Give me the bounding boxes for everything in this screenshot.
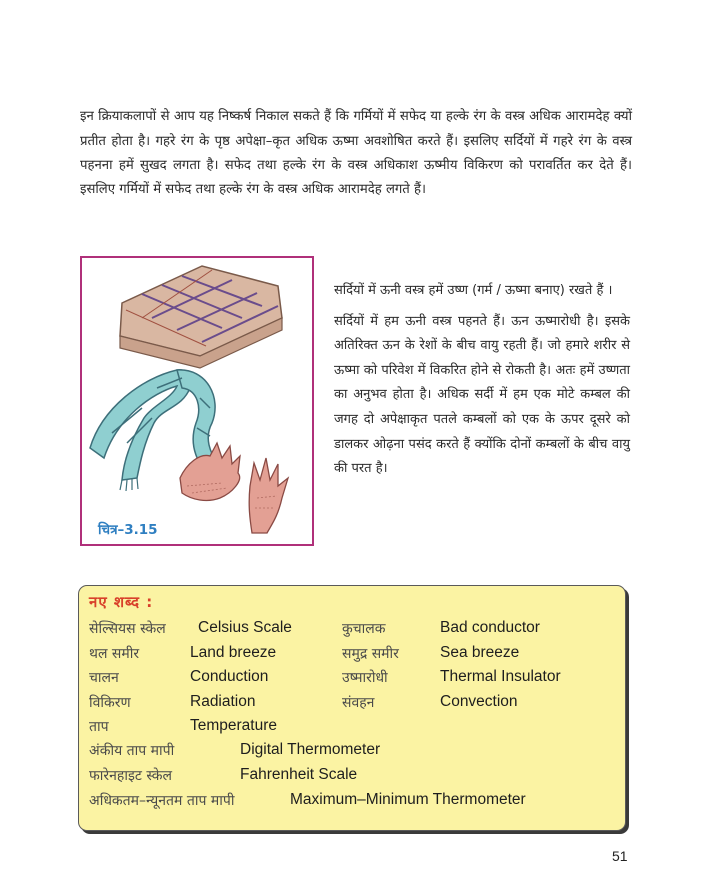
term-hindi: ताप bbox=[89, 719, 109, 735]
term-hindi: कुचालक bbox=[342, 621, 386, 637]
new-words-title: नए शब्द : bbox=[89, 593, 154, 611]
term-english: Fahrenheit Scale bbox=[240, 766, 358, 783]
term-hindi: संवहन bbox=[342, 695, 375, 711]
figure-winter-clothes bbox=[80, 256, 314, 546]
side-paragraph-1: सर्दियों में ऊनी वस्त्र हमें उष्ण (गर्म / ऊष्मा बनाए) रखते हैं । bbox=[334, 283, 613, 298]
term-english: Convection bbox=[440, 693, 518, 710]
term-hindi: विकिरण bbox=[89, 695, 131, 711]
term-english: Bad conductor bbox=[440, 619, 540, 636]
side-paragraph-2: सर्दियों में हम ऊनी वस्त्र पहनते हैं। ऊन ऊष्मारोधी है। इसके अतिरिक्त ऊन के रेशों के बीच वायु रहती हैं। जो हमारे शरीर से ऊष्मा को परिवेश में विकरित होने से रोकती है। अतः हमें उष्णता का अनुभव होता है। अधिक सर्दी में हम एक मोटे कम्बल की जगह दो अपेक्षाकृत पतले कम्बलों को एक के ऊपर दूसरे को डालकर ओढ़ना पसंद करते हैं क्योंकि दोनों कम्बलों के बीच वायु की परत है। bbox=[334, 313, 630, 477]
term-english: Conduction bbox=[190, 668, 269, 685]
blanket-icon bbox=[120, 266, 282, 368]
woolen-clothes-illustration bbox=[82, 258, 316, 548]
term-english: Maximum–Minimum Thermometer bbox=[290, 791, 526, 808]
term-english: Sea breeze bbox=[440, 644, 520, 661]
term-english: Digital Thermometer bbox=[240, 741, 381, 758]
figure-caption: चित्र–3.15 bbox=[98, 522, 158, 538]
term-hindi: अंकीय ताप मापी bbox=[89, 743, 175, 759]
term-english: Thermal Insulator bbox=[440, 668, 561, 685]
term-hindi: समुद्र समीर bbox=[342, 646, 399, 662]
term-hindi: थल समीर bbox=[89, 646, 140, 662]
term-english: Radiation bbox=[190, 693, 256, 710]
side-text bbox=[334, 279, 630, 488]
new-words-box bbox=[78, 585, 626, 831]
term-english: Celsius Scale bbox=[198, 619, 292, 636]
page-number: 51 bbox=[612, 848, 628, 864]
term-english: Temperature bbox=[190, 717, 278, 734]
term-hindi: सेल्सियस स्केल bbox=[89, 621, 166, 637]
term-hindi: चालन bbox=[89, 670, 119, 686]
term-hindi: उष्मारोधी bbox=[342, 670, 388, 686]
intro-paragraph: इन क्रियाकलापों से आप यह निष्कर्ष निकाल सकते हैं कि गर्मियों में सफेद या हल्के रंग के वस्त्र अधिक आरामदेह क्यों प्रतीत होता है। गहरे रंग के पृष्ठ अपेक्षा–कृत अधिक ऊष्मा अवशोषित करते हैं। इसलिए सर्दियों में गहरे रंग के वस्त्र पहनना हमें सुखद लगता है। सफेद तथा हल्के रंग के वस्त्र अधिकाश ऊष्मीय विकिरण को परावर्तित कर देते हैं। इसलिए गर्मियों में सफेद तथा हल्के रंग के वस्त्र अधिक आरामदेह लगते हैं। bbox=[80, 109, 632, 198]
term-hindi: अधिकतम–न्यूनतम ताप मापी bbox=[89, 793, 235, 809]
term-hindi: फारेनहाइट स्केल bbox=[89, 768, 173, 784]
term-english: Land breeze bbox=[190, 644, 277, 661]
